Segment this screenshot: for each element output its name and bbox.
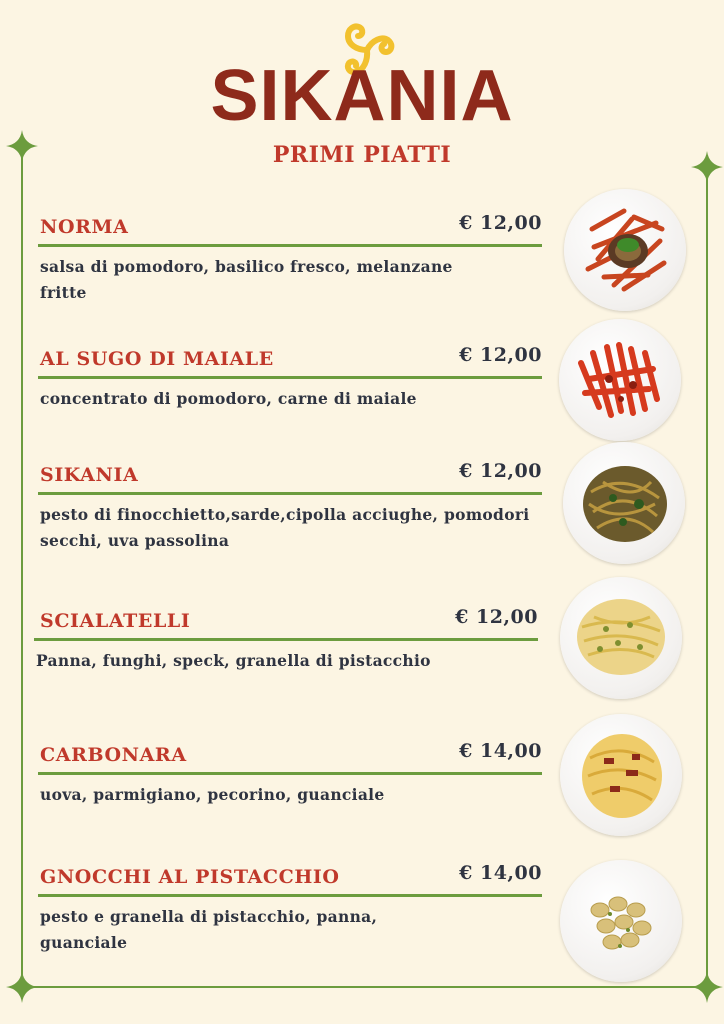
item-name: CARBONARA — [40, 744, 187, 766]
star-ornament-icon — [6, 971, 38, 1003]
item-name: SIKANIA — [40, 464, 139, 486]
item-divider — [38, 894, 542, 897]
section-title: PRIMI PIATTI — [272, 142, 452, 168]
item-divider — [38, 376, 542, 379]
dish-photo-carbonara — [560, 714, 682, 836]
item-price: € 12,00 — [459, 460, 542, 482]
frame-right-line — [706, 170, 708, 987]
frame-left-line — [21, 150, 23, 987]
item-name: SCIALATELLI — [40, 610, 191, 632]
item-description: pesto e granella di pistacchio, panna, guanciale — [40, 907, 378, 952]
item-name: AL SUGO DI MAIALE — [40, 348, 274, 370]
dish-photo-sikania — [563, 442, 685, 564]
item-divider — [38, 492, 542, 495]
star-ornament-icon — [691, 971, 723, 1003]
dish-photo-sugo-maiale — [559, 319, 681, 441]
dish-photo-norma — [564, 189, 686, 311]
item-divider — [34, 638, 538, 641]
item-description: Panna, funghi, speck, granella di pistacchio — [36, 651, 431, 670]
item-description: uova, parmigiano, pecorino, guanciale — [40, 785, 385, 804]
item-name: GNOCCHI AL PISTACCHIO — [40, 866, 340, 888]
item-price: € 12,00 — [459, 344, 542, 366]
item-description: concentrato di pomodoro, carne di maiale — [40, 389, 417, 408]
dish-photo-scialatelli — [560, 577, 682, 699]
dish-photo-gnocchi — [560, 860, 682, 982]
item-price: € 14,00 — [459, 862, 542, 884]
frame-bottom-line — [21, 986, 707, 988]
item-name: NORMA — [40, 216, 129, 238]
item-description: salsa di pomodoro, basilico fresco, melanzane fritte — [40, 257, 453, 302]
item-description: pesto di finocchietto,sarde,cipolla acciughe, pomodori secchi, uva passolina — [40, 505, 530, 550]
item-divider — [38, 772, 542, 775]
item-price: € 12,00 — [455, 606, 538, 628]
item-price: € 12,00 — [459, 212, 542, 234]
brand-name: SIKANIA — [210, 56, 514, 136]
item-divider — [38, 244, 542, 247]
item-price: € 14,00 — [459, 740, 542, 762]
